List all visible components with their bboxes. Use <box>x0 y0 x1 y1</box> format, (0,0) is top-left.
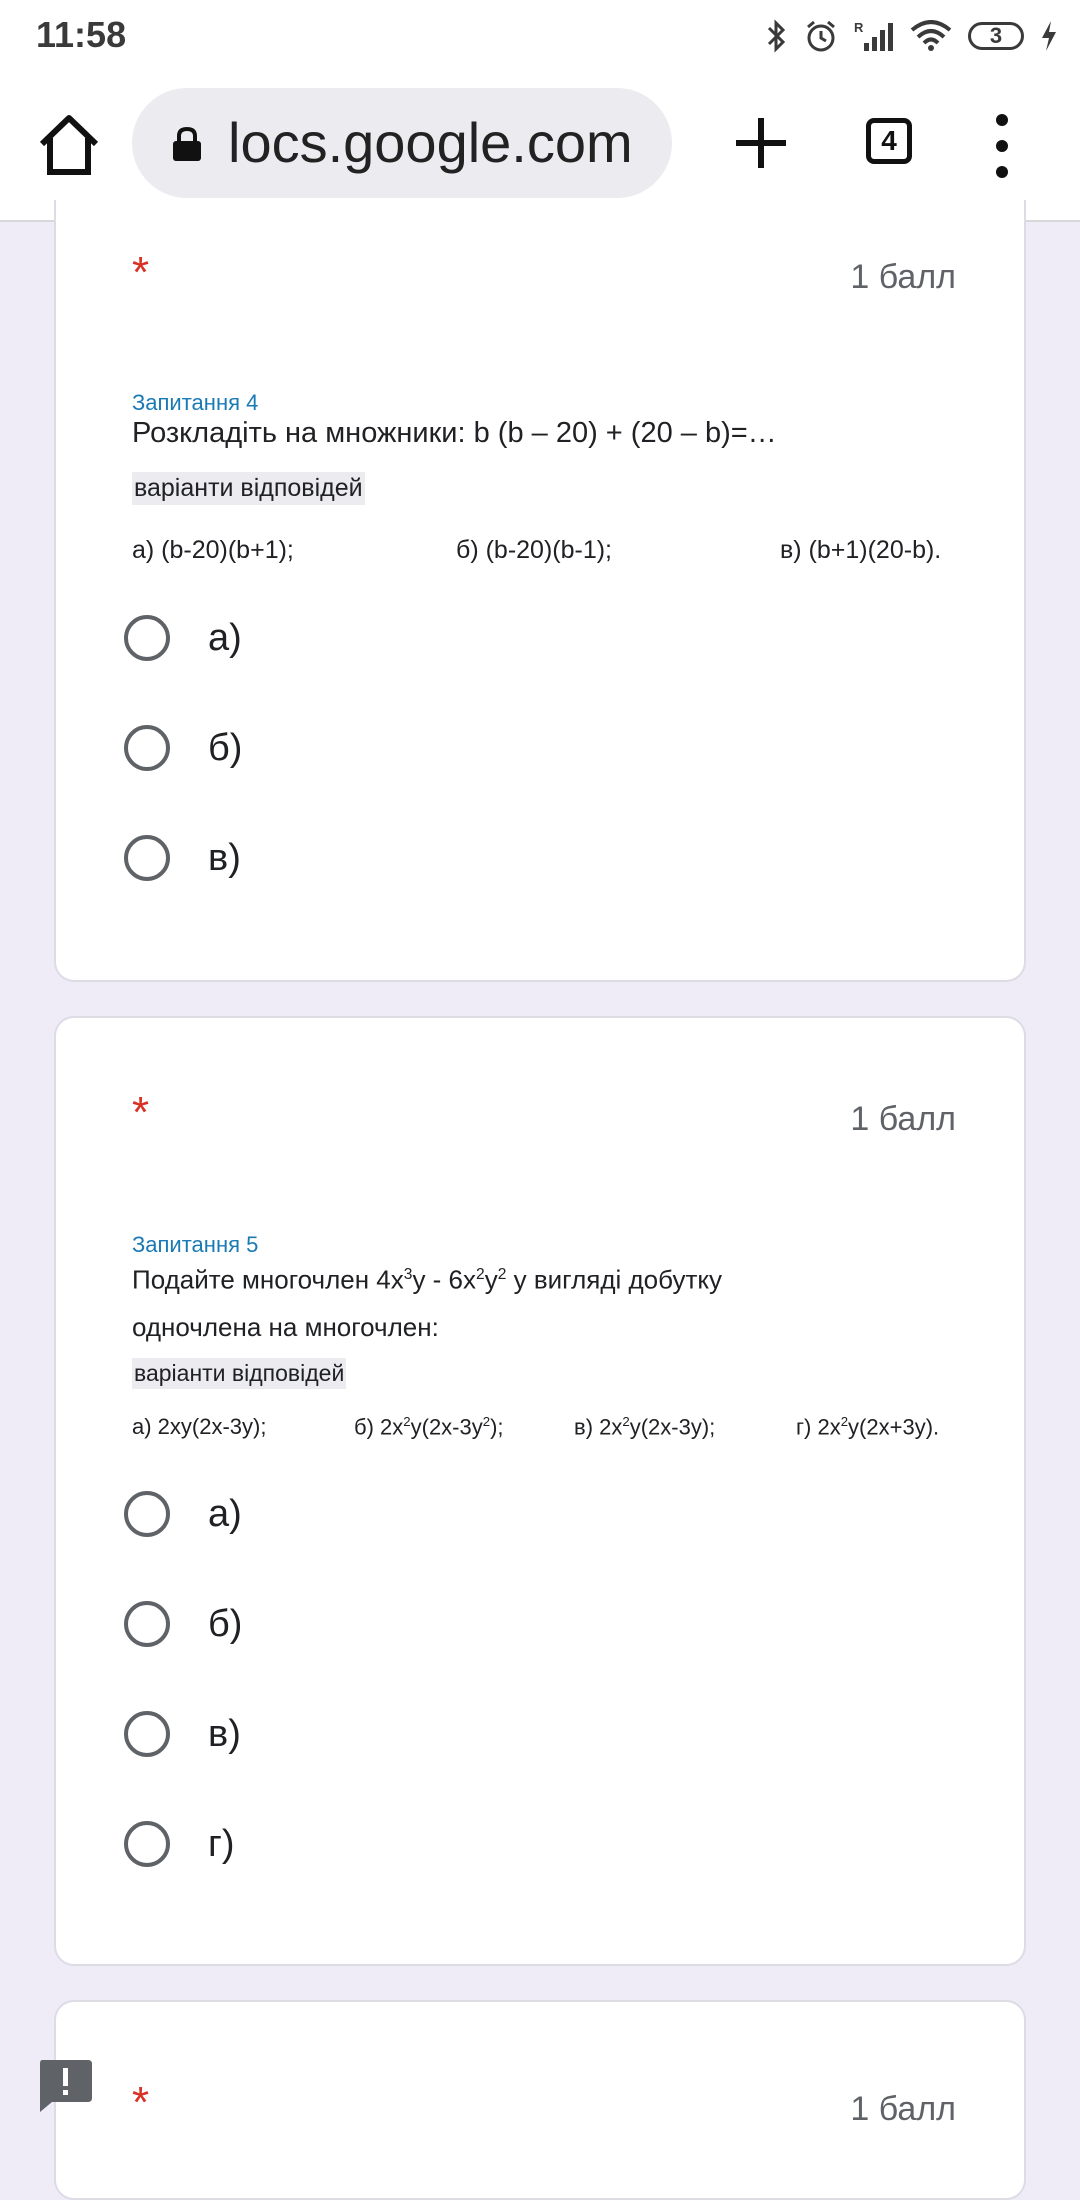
svg-text:R: R <box>854 20 864 35</box>
variants-label: варіанти відповідей <box>132 472 365 505</box>
lock-icon <box>170 126 204 162</box>
radio-button[interactable] <box>124 1601 170 1647</box>
radio-label[interactable]: а) <box>208 616 242 659</box>
radio-button[interactable] <box>124 725 170 771</box>
question-text-part: Подайте многочлен 4x <box>132 1264 404 1295</box>
answer-option-d-part: г) 2x <box>796 1414 841 1440</box>
answer-option-b-part: б) 2x <box>354 1414 404 1440</box>
question-card-5 <box>54 1016 1026 1966</box>
radio-label[interactable]: в) <box>208 1712 241 1755</box>
status-icons <box>766 14 1058 58</box>
question-card-4 <box>54 200 1026 982</box>
tab-count: 4 <box>881 125 897 156</box>
question-number: Запитання 4 <box>132 390 259 415</box>
answer-option-b-part: ); <box>490 1414 504 1440</box>
answer-option-a-text <box>132 1414 266 1440</box>
answer-option-b-sup: 2 <box>482 1414 491 1429</box>
question-text-part: у вигляді добутку <box>506 1264 723 1295</box>
points-label: 1 балл <box>850 2090 956 2128</box>
home-icon[interactable] <box>34 110 104 180</box>
radio-label[interactable]: а) <box>208 1492 242 1535</box>
bluetooth-icon <box>766 19 788 53</box>
plus-icon[interactable] <box>726 108 796 178</box>
question-text-sup: 2 <box>497 1266 507 1283</box>
answer-option-b-text: б) (b-20)(b-1); <box>456 536 613 564</box>
answer-option-c-sup: 2 <box>622 1414 630 1429</box>
radio-label[interactable]: г) <box>208 1822 235 1865</box>
battery-level: 3 <box>989 23 1003 48</box>
radio-button[interactable] <box>124 615 170 661</box>
answer-option-b-sup: 2 <box>403 1414 411 1429</box>
url-bar[interactable] <box>132 88 672 198</box>
battery-indicator <box>968 22 1024 50</box>
question-number: Запитання 5 <box>132 1232 259 1257</box>
answer-option-c-text: в) (b+1)(20-b). <box>780 536 942 564</box>
question-text-part: y - 6x <box>412 1264 477 1295</box>
question-text <box>132 1250 722 1305</box>
feedback-icon[interactable] <box>36 2058 94 2114</box>
answer-option-a-part: а) 2xy(2x-3y); <box>132 1414 267 1439</box>
question-text-sup: 3 <box>403 1266 413 1283</box>
url-text[interactable]: locs.google.com <box>228 111 633 174</box>
radio-option-b[interactable] <box>124 718 242 778</box>
required-mark: * <box>132 2078 150 2127</box>
answer-option-d-text <box>796 1414 939 1440</box>
required-mark: * <box>132 1088 150 1137</box>
radio-option-b[interactable] <box>124 1594 242 1654</box>
radio-label[interactable]: в) <box>208 836 241 879</box>
radio-option-c[interactable] <box>124 828 241 888</box>
answer-option-b-text <box>354 1414 504 1440</box>
question-text-sup: 2 <box>476 1266 485 1283</box>
points-label: 1 балл <box>850 258 956 296</box>
variants-label: варіанти відповідей <box>132 1358 346 1389</box>
radio-button[interactable] <box>124 1491 170 1537</box>
charging-icon <box>1040 20 1058 52</box>
answer-option-c-text <box>574 1414 715 1440</box>
points-label: 1 балл <box>850 1100 956 1138</box>
question-text-part: y <box>484 1264 498 1295</box>
signal-icon <box>854 19 894 53</box>
radio-button[interactable] <box>124 1711 170 1757</box>
question-text-line-2: одночлена на многочлен: <box>132 1312 439 1342</box>
answer-option-c-part: y(2x-3y); <box>629 1414 716 1440</box>
question-text: Розкладіть на множники: b (b – 20) + (20 – b)=… <box>132 417 777 449</box>
more-vert-icon[interactable] <box>980 108 1024 184</box>
status-bar <box>0 0 1080 70</box>
radio-option-a[interactable] <box>124 608 242 668</box>
tab-switcher-button[interactable] <box>866 118 912 164</box>
status-time: 11:58 <box>36 14 127 55</box>
answer-option-d-sup: 2 <box>840 1414 849 1429</box>
radio-option-d[interactable] <box>124 1814 235 1874</box>
alarm-icon <box>804 19 838 53</box>
answer-option-d-part: y(2x+3y). <box>848 1414 940 1440</box>
radio-option-a[interactable] <box>124 1484 242 1544</box>
radio-label[interactable]: б) <box>208 1602 243 1645</box>
answer-option-a-text: а) (b-20)(b+1); <box>132 536 294 564</box>
wifi-icon <box>910 20 952 52</box>
answer-option-c-part: в) 2x <box>574 1414 623 1440</box>
radio-label[interactable]: б) <box>208 726 243 769</box>
radio-button[interactable] <box>124 835 170 881</box>
question-card-6 <box>54 2000 1026 2200</box>
radio-button[interactable] <box>124 1821 170 1867</box>
radio-option-c[interactable] <box>124 1704 241 1764</box>
answer-option-b-part: y(2x-3y <box>410 1414 483 1440</box>
required-mark: * <box>132 248 150 297</box>
